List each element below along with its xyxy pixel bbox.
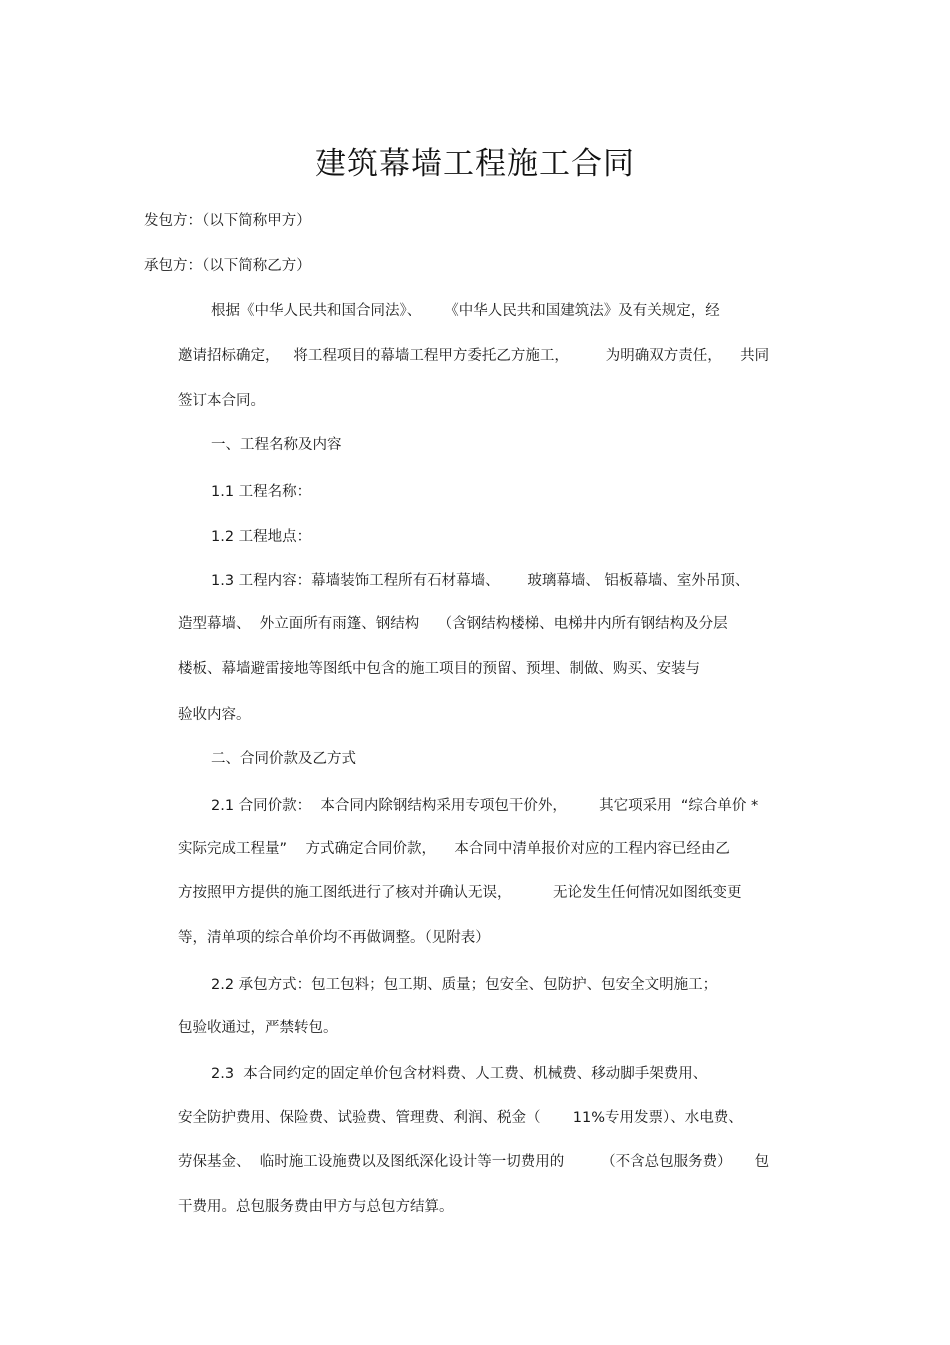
section-heading: 二、合同价款及乙方式	[211, 751, 356, 767]
party-b-line: 承包方：（以下简称乙方）	[144, 258, 311, 274]
clause-line: 1.1 工程名称：	[211, 484, 312, 500]
clause-line: 2.1 合同价款： 本合同内除钢结构采用专项包干价外， 其它项采用 “综合单价 *	[211, 798, 759, 814]
clause-line: 1.3 工程内容：幕墙装饰工程所有石材幕墙、 玻璃幕墙、 铝板幕墙、室外吊顶、	[211, 573, 750, 589]
section-heading: 一、工程名称及内容	[211, 437, 342, 453]
clause-line: 造型幕墙、 外立面所有雨篷、钢结构 （含钢结构楼梯、电梯井内所有钢结构及分层	[178, 616, 728, 632]
clause-line: 2.3 本合同约定的固定单价包含材料费、人工费、机械费、移动脚手架费用、	[211, 1066, 708, 1082]
clause-line: 等，清单项的综合单价均不再做调整。（见附表）	[178, 930, 490, 946]
clause-line: 实际完成工程量” 方式确定合同价款， 本合同中清单报价对应的工程内容已经由乙	[178, 841, 730, 857]
clause-line: 安全防护费用、保险费、试验费、管理费、利润、税金（ 11%专用发票）、水电费、	[178, 1110, 743, 1126]
clause-line: 楼板、幕墙避雷接地等图纸中包含的施工项目的预留、预埋、制做、购买、安装与	[178, 661, 700, 677]
clause-line: 1.2 工程地点：	[211, 529, 312, 545]
paragraph-line: 根据《中华人民共和国合同法》、 《中华人民共和国建筑法》及有关规定，经	[211, 303, 720, 319]
document-title: 建筑幕墙工程施工合同	[315, 146, 635, 182]
clause-line: 包验收通过，严禁转包。	[178, 1020, 338, 1036]
party-a-line: 发包方：（以下简称甲方）	[144, 213, 311, 229]
paragraph-line: 签订本合同。	[178, 393, 265, 409]
clause-line: 劳保基金、 临时施工设施费以及图纸深化设计等一切费用的 （不含总包服务费） 包	[178, 1154, 770, 1170]
clause-line: 验收内容。	[178, 707, 251, 723]
clause-line: 2.2 承包方式：包工包料；包工期、质量；包安全、包防护、包安全文明施工；	[211, 977, 718, 993]
clause-line: 方按照甲方提供的施工图纸进行了核对并确认无误， 无论发生任何情况如图纸变更	[178, 885, 742, 901]
clause-line: 干费用。总包服务费由甲方与总包方结算。	[178, 1199, 454, 1215]
paragraph-line: 邀请招标确定， 将工程项目的幕墙工程甲方委托乙方施工， 为明确双方责任， 共同	[178, 348, 770, 364]
